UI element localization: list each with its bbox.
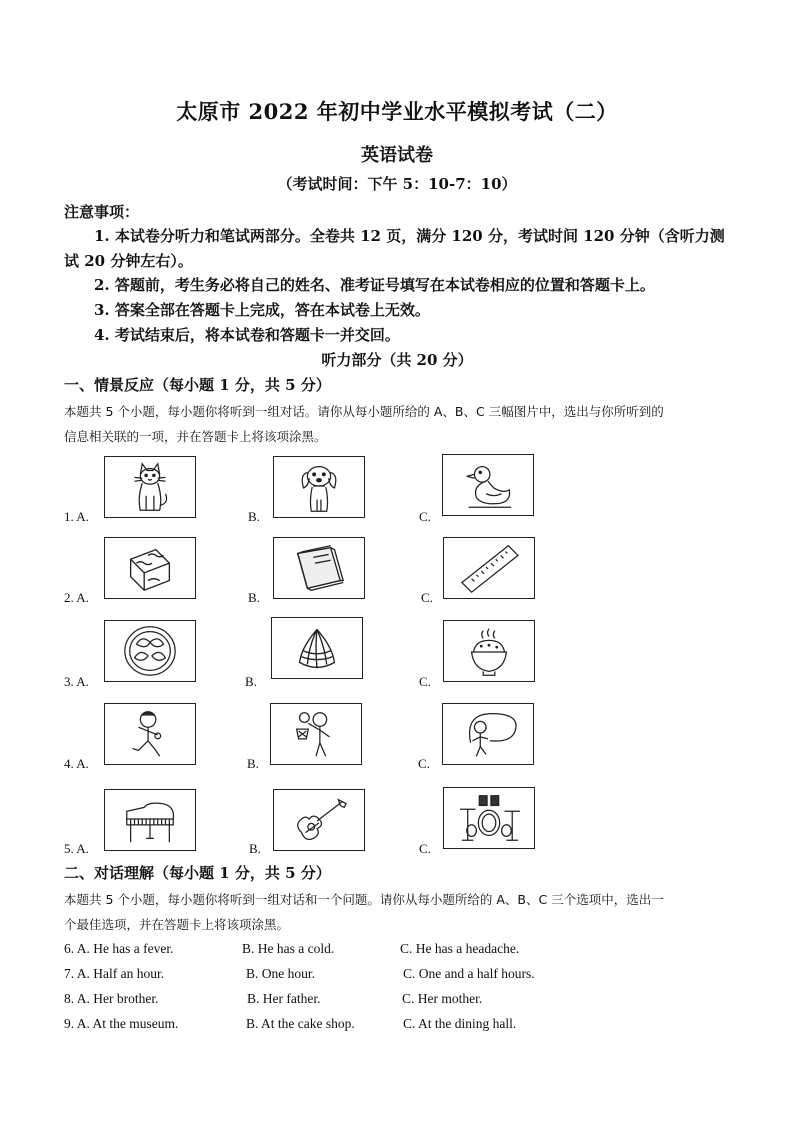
section-1-instruction-line-1: 本题共 5 个小题，每小题你将听到一组对话。请你从每小题所给的 A、B、C 三幅图片中，选出与你所听到的 xyxy=(64,404,664,419)
q1-label-a: 1. A. xyxy=(64,509,89,524)
q8-option-a: 8. A. Her brother. xyxy=(64,991,159,1006)
duck-picture xyxy=(442,454,534,516)
q2-label-a: 2. A. xyxy=(64,590,89,605)
note-2: 2. 答题前，考生务必将自己的姓名、准考证号填写在本试卷相应的位置和答题卡上。 xyxy=(94,276,655,294)
note-1-line-1: 1. 本试卷分听力和笔试两部分。全卷共 12 页，满分 120 分，考试时间 120 分钟（含听力测 xyxy=(94,227,725,245)
listening-heading: 听力部分（共 20 分） xyxy=(321,351,473,369)
q7-option-a: 7. A. Half an hour. xyxy=(64,966,165,981)
note-3: 3. 答案全部在答题卡上完成，答在本试卷上无效。 xyxy=(94,301,430,319)
section-2-instruction-line-2: 个最佳选项，并在答题卡上将该项涂黑。 xyxy=(64,917,290,932)
rice-bowl-picture xyxy=(443,620,535,682)
q2-label-b: B. xyxy=(248,590,260,605)
cat-picture xyxy=(104,456,196,518)
book-icon xyxy=(274,538,364,598)
note-4: 4. 考试结束后，将本试卷和答题卡一并交回。 xyxy=(94,326,400,344)
note-1-line-2: 试 20 分钟左右）。 xyxy=(64,252,193,270)
book-picture xyxy=(273,537,365,599)
q8-option-b: B. Her father. xyxy=(247,991,321,1006)
q9-option-b: B. At the cake shop. xyxy=(246,1016,355,1031)
q9-option-c: C. At the dining hall. xyxy=(403,1016,517,1031)
exam-subject: 英语试卷 xyxy=(361,145,433,166)
eraser-icon xyxy=(105,538,195,598)
q5-label-c: C. xyxy=(419,841,431,856)
q5-label-a: 5. A. xyxy=(64,841,89,856)
ruler-icon xyxy=(444,538,534,598)
basketball-boy-icon xyxy=(271,704,361,764)
basketball-boy-picture xyxy=(270,703,362,765)
running-boy-icon xyxy=(105,704,195,764)
exam-time: （考试时间：下午 5：10-7：10） xyxy=(277,175,517,193)
exam-title: 太原市 2022 年初中学业水平模拟考试（二） xyxy=(176,99,618,124)
ruler-picture xyxy=(443,537,535,599)
q3-label-c: C. xyxy=(419,674,431,689)
q8-option-c: C. Her mother. xyxy=(402,991,483,1006)
q4-label-b: B. xyxy=(247,756,259,771)
piano-picture xyxy=(104,789,196,851)
q4-label-a: 4. A. xyxy=(64,756,89,771)
jump-rope-picture xyxy=(442,703,534,765)
section-1-instruction-line-2: 信息相关联的一项，并在答题卡上将该项涂黑。 xyxy=(64,429,327,444)
section-2-heading: 二、对话理解（每小题 1 分，共 5 分） xyxy=(64,864,331,882)
section-2-instruction-line-1: 本题共 5 个小题，每小题你将听到一组对话和一个问题。请你从每小题所给的 A、B、C 三个选项中，选出一 xyxy=(64,892,664,907)
drum-kit-icon xyxy=(444,788,534,848)
q3-label-b: B. xyxy=(245,674,257,689)
cat-icon xyxy=(105,457,195,517)
q2-label-c: C. xyxy=(421,590,433,605)
q5-label-b: B. xyxy=(249,841,261,856)
q1-label-b: B. xyxy=(248,509,260,524)
eraser-picture xyxy=(104,537,196,599)
piano-icon xyxy=(105,790,195,850)
duck-icon xyxy=(443,455,533,515)
jump-rope-icon xyxy=(443,704,533,764)
q4-label-c: C. xyxy=(418,756,430,771)
q6-option-a: 6. A. He has a fever. xyxy=(64,941,174,956)
dumplings-picture xyxy=(104,620,196,682)
notes-heading: 注意事项： xyxy=(64,203,140,221)
q1-label-c: C. xyxy=(419,509,431,524)
guitar-picture xyxy=(273,789,365,851)
guitar-icon xyxy=(274,790,364,850)
q9-option-a: 9. A. At the museum. xyxy=(64,1016,179,1031)
dog-icon xyxy=(274,457,364,517)
zongzi-icon xyxy=(272,618,362,678)
q7-option-c: C. One and a half hours. xyxy=(403,966,535,981)
q6-option-b: B. He has a cold. xyxy=(242,941,335,956)
rice-bowl-icon xyxy=(444,621,534,681)
section-1-heading: 一、情景反应（每小题 1 分，共 5 分） xyxy=(64,376,331,394)
dumplings-icon xyxy=(105,621,195,681)
q7-option-b: B. One hour. xyxy=(246,966,315,981)
q3-label-a: 3. A. xyxy=(64,674,89,689)
dog-picture xyxy=(273,456,365,518)
zongzi-picture xyxy=(271,617,363,679)
q6-option-c: C. He has a headache. xyxy=(400,941,520,956)
running-boy-picture xyxy=(104,703,196,765)
drum-kit-picture xyxy=(443,787,535,849)
